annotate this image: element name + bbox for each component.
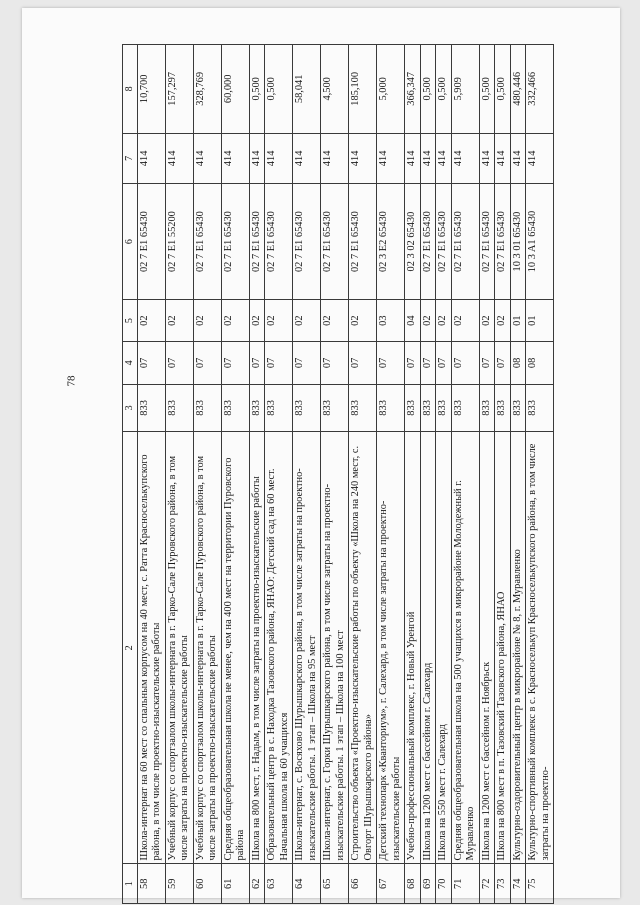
code-section: 07 xyxy=(451,342,479,384)
code-ministry: 833 xyxy=(405,384,420,432)
row-number: 62 xyxy=(249,864,264,904)
code-target: 02 7 E1 65430 xyxy=(436,184,451,300)
code-target: 02 7 E1 65430 xyxy=(265,184,293,300)
code-target: 02 7 E1 65430 xyxy=(321,184,349,300)
row-number: 63 xyxy=(265,864,293,904)
table-row xyxy=(265,45,293,904)
code-expense-type: 414 xyxy=(420,133,435,183)
code-ministry: 833 xyxy=(349,384,377,432)
table-row xyxy=(293,45,321,904)
code-subsection: 02 xyxy=(451,300,479,342)
table-row xyxy=(321,45,349,904)
table-row xyxy=(405,45,420,904)
code-section: 07 xyxy=(221,342,249,384)
code-ministry: 833 xyxy=(451,384,479,432)
table-row xyxy=(165,45,193,904)
code-ministry: 833 xyxy=(420,384,435,432)
code-section: 07 xyxy=(479,342,494,384)
col-header: 3 xyxy=(123,384,138,432)
code-section: 07 xyxy=(436,342,451,384)
code-expense-type: 414 xyxy=(265,133,293,183)
code-ministry: 833 xyxy=(321,384,349,432)
table-row xyxy=(377,45,405,904)
code-ministry: 833 xyxy=(436,384,451,432)
code-section: 07 xyxy=(293,342,321,384)
code-expense-type: 414 xyxy=(165,133,193,183)
col-header: 7 xyxy=(123,133,138,183)
code-expense-type: 414 xyxy=(510,133,525,183)
page-number: 78 xyxy=(65,375,78,387)
code-section: 07 xyxy=(193,342,221,384)
col-header: 6 xyxy=(123,184,138,300)
row-number: 69 xyxy=(420,864,435,904)
code-section: 07 xyxy=(265,342,293,384)
amount: 4,500 xyxy=(321,45,349,134)
code-ministry: 833 xyxy=(377,384,405,432)
code-section: 08 xyxy=(526,342,554,384)
table-header-row xyxy=(123,45,138,904)
code-section: 07 xyxy=(377,342,405,384)
row-number: 71 xyxy=(451,864,479,904)
object-name: Учебный корпус со спортзалом школы-интерната в г. Тарко-Сале Пуровского района, в том числе затраты на проектно-изыскательские работы xyxy=(193,432,221,864)
code-target: 02 3 02 65430 xyxy=(405,184,420,300)
object-name: Строительство объекта «Проектно-изыскательские работы по объекту «Школа на 240 мест, с. Овгорт Шурышкарского района» xyxy=(349,432,377,864)
code-section: 07 xyxy=(495,342,510,384)
amount: 5,909 xyxy=(451,45,479,134)
object-name: Школа-интернат, с. Горки Шурышкарского района, в том числе затраты на проектно-изыскательские работы. 1 этап – Школа на 100 мест xyxy=(321,432,349,864)
code-subsection: 02 xyxy=(321,300,349,342)
row-number: 64 xyxy=(293,864,321,904)
object-name: Школа на 1200 мест с бассейном г. Салехард xyxy=(420,432,435,864)
code-expense-type: 414 xyxy=(249,133,264,183)
code-expense-type: 414 xyxy=(479,133,494,183)
object-name: Культурно-оздоровительный центр в микрорайоне № 8, г. Муравленко xyxy=(510,432,525,864)
code-section: 07 xyxy=(405,342,420,384)
row-number: 65 xyxy=(321,864,349,904)
code-subsection: 02 xyxy=(265,300,293,342)
code-subsection: 02 xyxy=(293,300,321,342)
code-section: 07 xyxy=(165,342,193,384)
row-number: 67 xyxy=(377,864,405,904)
object-name: Образовательный центр в с. Находка Тазовского района, ЯНАО: Детский сад на 60 мест. Начальная школа на 60 учащихся xyxy=(265,432,293,864)
row-number: 66 xyxy=(349,864,377,904)
document-page xyxy=(22,8,620,898)
object-name: Школа на 800 мест в п. Тазовский Тазовского района, ЯНАО xyxy=(495,432,510,864)
code-target: 02 7 E1 65430 xyxy=(221,184,249,300)
code-expense-type: 414 xyxy=(138,133,166,183)
row-number: 58 xyxy=(138,864,166,904)
table-row xyxy=(510,45,525,904)
code-target: 10 3 01 65430 xyxy=(510,184,525,300)
code-subsection: 02 xyxy=(436,300,451,342)
code-ministry: 833 xyxy=(479,384,494,432)
code-target: 02 3 E2 65430 xyxy=(377,184,405,300)
table-row xyxy=(138,45,166,904)
table-row xyxy=(479,45,494,904)
code-expense-type: 414 xyxy=(377,133,405,183)
table-row xyxy=(221,45,249,904)
table-row xyxy=(495,45,510,904)
object-name: Детский технопарк «Кванториум», г. Салехард, в том числе затраты на проектно-изыскательские работы xyxy=(377,432,405,864)
amount: 10,700 xyxy=(138,45,166,134)
code-target: 02 7 E1 65430 xyxy=(249,184,264,300)
code-target: 02 7 E1 65430 xyxy=(293,184,321,300)
object-name: Школа на 800 мест, г. Надым, в том числе затраты на проектно-изыскательские работы xyxy=(249,432,264,864)
amount: 480,446 xyxy=(510,45,525,134)
row-number: 75 xyxy=(526,864,554,904)
budget-table xyxy=(122,44,554,904)
col-header: 1 xyxy=(123,864,138,904)
code-subsection: 02 xyxy=(165,300,193,342)
object-name: Средняя общеобразовательная школа не менее, чем на 400 мест на территории Пуровского района xyxy=(221,432,249,864)
col-header: 4 xyxy=(123,342,138,384)
code-expense-type: 414 xyxy=(321,133,349,183)
code-expense-type: 414 xyxy=(349,133,377,183)
code-section: 07 xyxy=(349,342,377,384)
code-ministry: 833 xyxy=(138,384,166,432)
table-row xyxy=(420,45,435,904)
table-row xyxy=(526,45,554,904)
code-target: 02 7 E1 65430 xyxy=(138,184,166,300)
code-ministry: 833 xyxy=(495,384,510,432)
amount: 332,466 xyxy=(526,45,554,134)
row-number: 59 xyxy=(165,864,193,904)
code-section: 07 xyxy=(321,342,349,384)
code-section: 08 xyxy=(510,342,525,384)
code-section: 07 xyxy=(138,342,166,384)
code-ministry: 833 xyxy=(293,384,321,432)
amount: 157,297 xyxy=(165,45,193,134)
code-subsection: 04 xyxy=(405,300,420,342)
row-number: 70 xyxy=(436,864,451,904)
amount: 0,500 xyxy=(479,45,494,134)
col-header: 8 xyxy=(123,45,138,134)
code-expense-type: 414 xyxy=(495,133,510,183)
object-name: Средняя общеобразовательная школа на 500 учащихся в микрорайоне Молодежный г. Муравленко xyxy=(451,432,479,864)
rotated-table-wrapper xyxy=(122,44,592,904)
code-ministry: 833 xyxy=(526,384,554,432)
row-number: 73 xyxy=(495,864,510,904)
code-ministry: 833 xyxy=(265,384,293,432)
code-expense-type: 414 xyxy=(526,133,554,183)
code-subsection: 01 xyxy=(526,300,554,342)
amount: 0,500 xyxy=(420,45,435,134)
table-row xyxy=(249,45,264,904)
amount: 0,500 xyxy=(436,45,451,134)
code-target: 02 7 E1 65430 xyxy=(420,184,435,300)
code-subsection: 02 xyxy=(249,300,264,342)
code-expense-type: 414 xyxy=(193,133,221,183)
code-expense-type: 414 xyxy=(221,133,249,183)
code-expense-type: 414 xyxy=(436,133,451,183)
row-number: 74 xyxy=(510,864,525,904)
amount: 0,500 xyxy=(495,45,510,134)
table-row xyxy=(349,45,377,904)
amount: 60,000 xyxy=(221,45,249,134)
code-expense-type: 414 xyxy=(451,133,479,183)
code-subsection: 02 xyxy=(420,300,435,342)
object-name: Школа на 1200 мест с бассейном г. Ноябрьск xyxy=(479,432,494,864)
code-subsection: 02 xyxy=(138,300,166,342)
code-target: 10 3 A1 65430 xyxy=(526,184,554,300)
code-target: 02 7 E1 55200 xyxy=(165,184,193,300)
code-expense-type: 414 xyxy=(293,133,321,183)
code-target: 02 7 E1 65430 xyxy=(451,184,479,300)
object-name: Учебный корпус со спортзалом школы-интерната в г. Тарко-Сале Пуровского района, в том числе затраты на проектно-изыскательские работы xyxy=(165,432,193,864)
code-target: 02 7 E1 65430 xyxy=(479,184,494,300)
table-row xyxy=(451,45,479,904)
code-subsection: 02 xyxy=(221,300,249,342)
code-target: 02 7 E1 65430 xyxy=(349,184,377,300)
table-row xyxy=(436,45,451,904)
code-ministry: 833 xyxy=(193,384,221,432)
row-number: 72 xyxy=(479,864,494,904)
code-section: 07 xyxy=(420,342,435,384)
table-row xyxy=(193,45,221,904)
amount: 366,347 xyxy=(405,45,420,134)
amount: 185,100 xyxy=(349,45,377,134)
col-header: 2 xyxy=(123,432,138,864)
object-name: Учебно-профессиональный комплекс, г. Новый Уренгой xyxy=(405,432,420,864)
code-subsection: 01 xyxy=(510,300,525,342)
row-number: 60 xyxy=(193,864,221,904)
code-ministry: 833 xyxy=(249,384,264,432)
amount: 5,000 xyxy=(377,45,405,134)
object-name: Школа-интернат на 60 мест со спальным корпусом на 40 мест, с. Ратта Красноселькупского района, в том числе проектно-изыскательские работы xyxy=(138,432,166,864)
code-subsection: 03 xyxy=(377,300,405,342)
object-name: Школа-интернат, с. Восяхово Шурышкарского района, в том числе затраты на проектно-изыскательские работы. 1 этап – Школа на 95 мест xyxy=(293,432,321,864)
code-target: 02 7 E1 65430 xyxy=(193,184,221,300)
amount: 0,500 xyxy=(265,45,293,134)
code-expense-type: 414 xyxy=(405,133,420,183)
amount: 328,769 xyxy=(193,45,221,134)
object-name: Школа на 550 мест г. Салехард xyxy=(436,432,451,864)
code-ministry: 833 xyxy=(165,384,193,432)
code-ministry: 833 xyxy=(510,384,525,432)
code-ministry: 833 xyxy=(221,384,249,432)
object-name: Культурно-спортивный комплекс в с. Красноселькуп Красноселькупского района, в том числе затраты на проектно- xyxy=(526,432,554,864)
code-subsection: 02 xyxy=(349,300,377,342)
row-number: 61 xyxy=(221,864,249,904)
amount: 0,500 xyxy=(249,45,264,134)
row-number: 68 xyxy=(405,864,420,904)
code-target: 02 7 E1 65430 xyxy=(495,184,510,300)
col-header: 5 xyxy=(123,300,138,342)
code-subsection: 02 xyxy=(479,300,494,342)
code-section: 07 xyxy=(249,342,264,384)
amount: 58,041 xyxy=(293,45,321,134)
code-subsection: 02 xyxy=(193,300,221,342)
code-subsection: 02 xyxy=(495,300,510,342)
